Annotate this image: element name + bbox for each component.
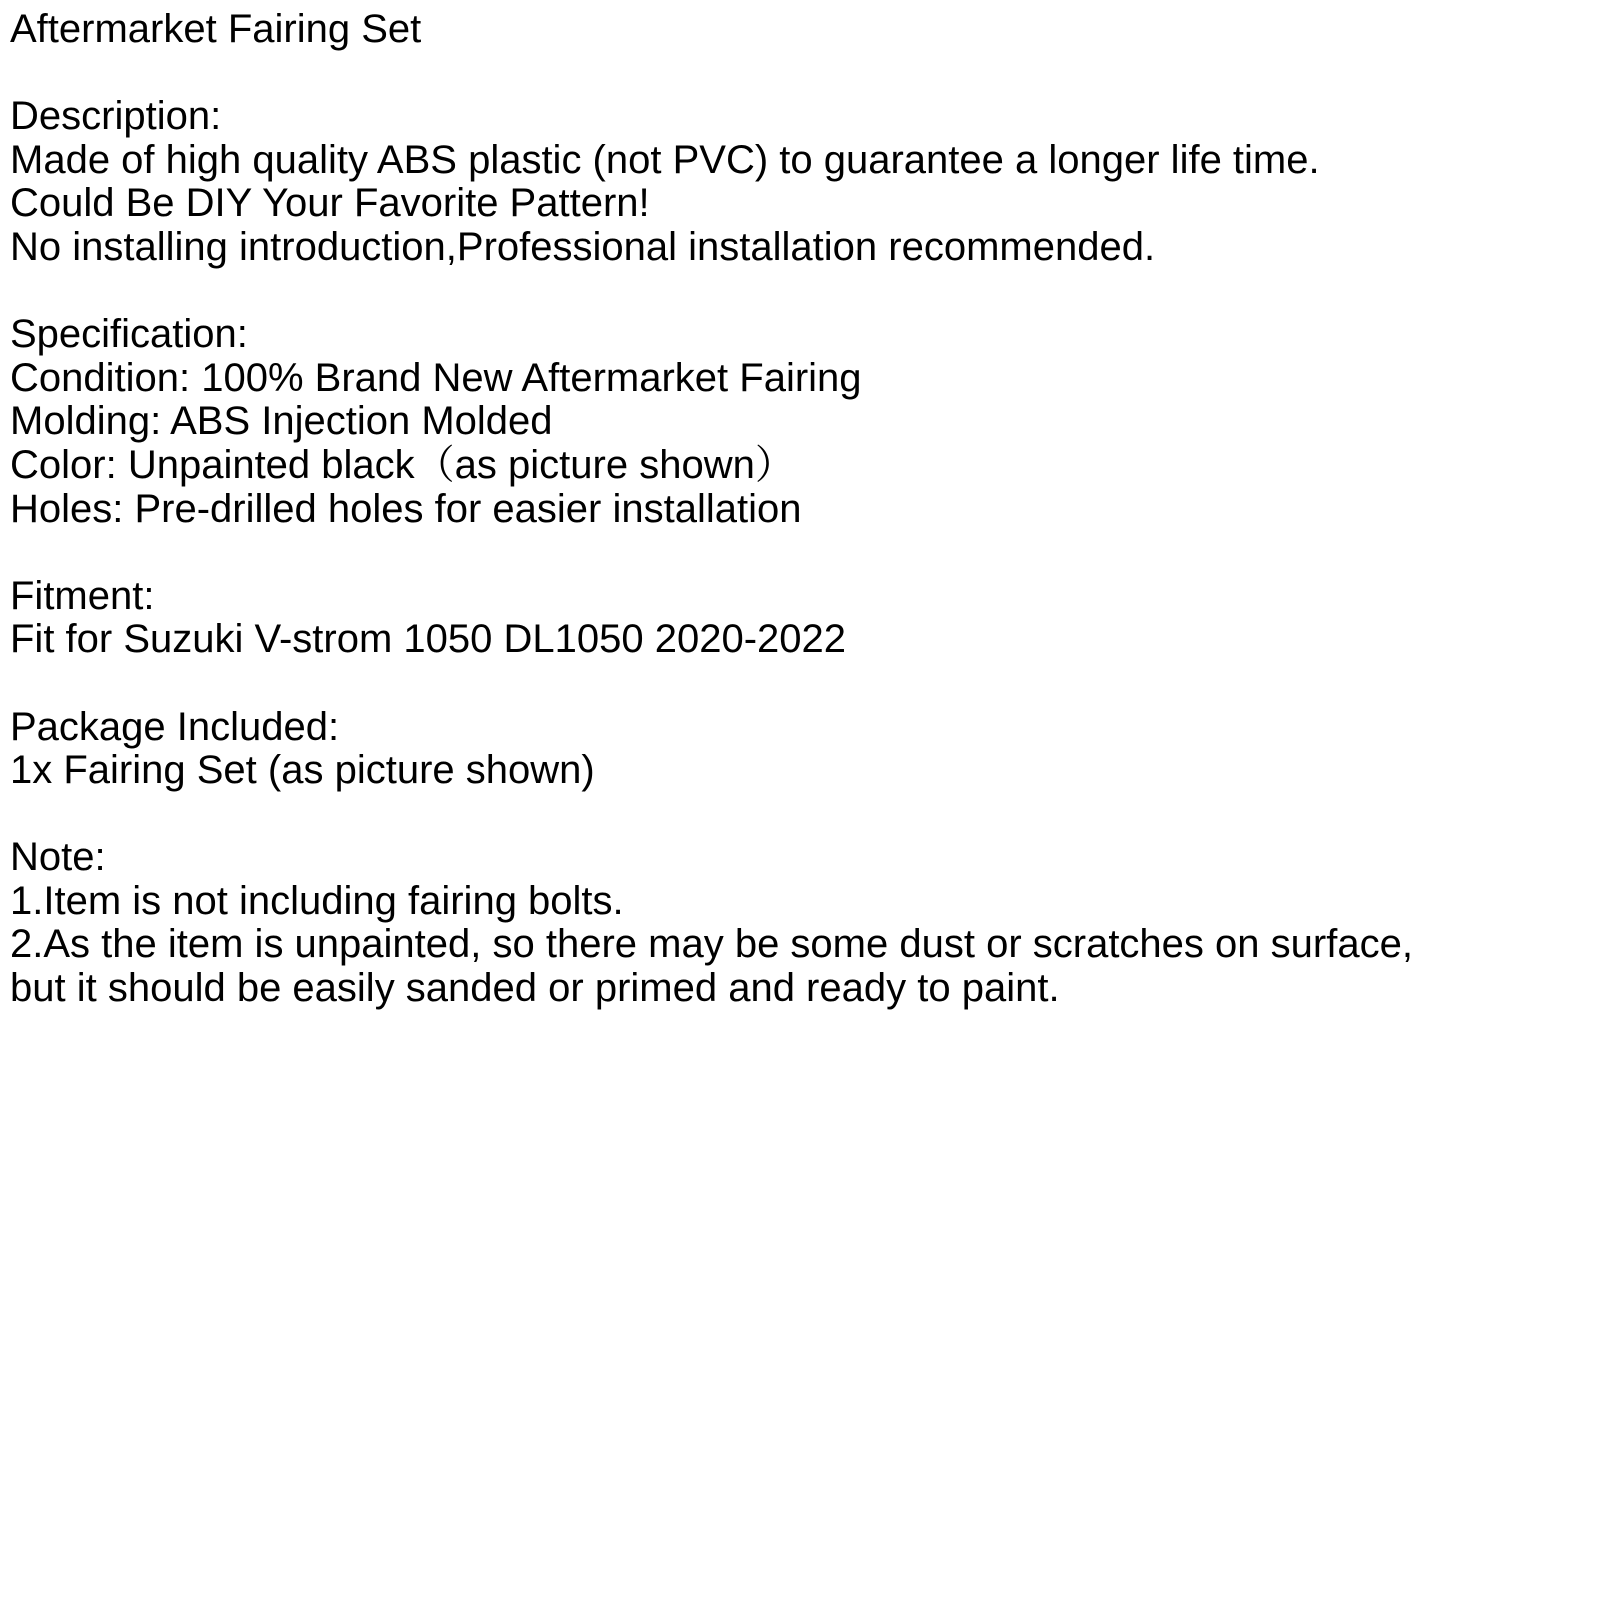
document-title: Aftermarket Fairing Set	[10, 7, 422, 51]
specification-heading: Specification:	[10, 312, 248, 357]
section-spacer	[10, 662, 1590, 706]
note-line: but it should be easily sanded or primed and ready to paint.	[10, 966, 1060, 1011]
description-line: Could Be DIY Your Favorite Pattern!	[10, 181, 650, 226]
package-heading: Package Included:	[10, 704, 340, 749]
specification-section	[10, 313, 1590, 531]
section-spacer	[10, 531, 1590, 575]
description-heading: Description:	[10, 94, 222, 139]
note-section	[10, 836, 1590, 1010]
fitment-line: Fit for Suzuki V-strom 1050 DL1050 2020-2022	[10, 617, 847, 662]
fitment-section	[10, 575, 1590, 662]
description-line: No installing introduction,Professional installation recommended.	[10, 224, 1156, 269]
note-heading: Note:	[10, 835, 106, 880]
specification-line: Color: Unpainted black（as picture shown）	[10, 442, 795, 487]
specification-line: Condition: 100% Brand New Aftermarket Fairing	[10, 355, 862, 400]
description-section	[10, 95, 1590, 269]
package-line: 1x Fairing Set (as picture shown)	[10, 748, 595, 793]
fitment-heading: Fitment:	[10, 573, 155, 618]
section-spacer	[10, 270, 1590, 314]
package-section	[10, 706, 1590, 793]
section-spacer	[10, 52, 1590, 96]
note-line: 1.Item is not including fairing bolts.	[10, 878, 624, 923]
specification-line: Holes: Pre-drilled holes for easier installation	[10, 486, 802, 531]
description-line: Made of high quality ABS plastic (not PVC) to guarantee a longer life time.	[10, 137, 1320, 182]
product-description-document	[10, 8, 1590, 1011]
specification-line: Molding: ABS Injection Molded	[10, 399, 553, 444]
note-line: 2.As the item is unpainted, so there may be some dust or scratches on surface,	[10, 922, 1413, 967]
section-spacer	[10, 793, 1590, 837]
